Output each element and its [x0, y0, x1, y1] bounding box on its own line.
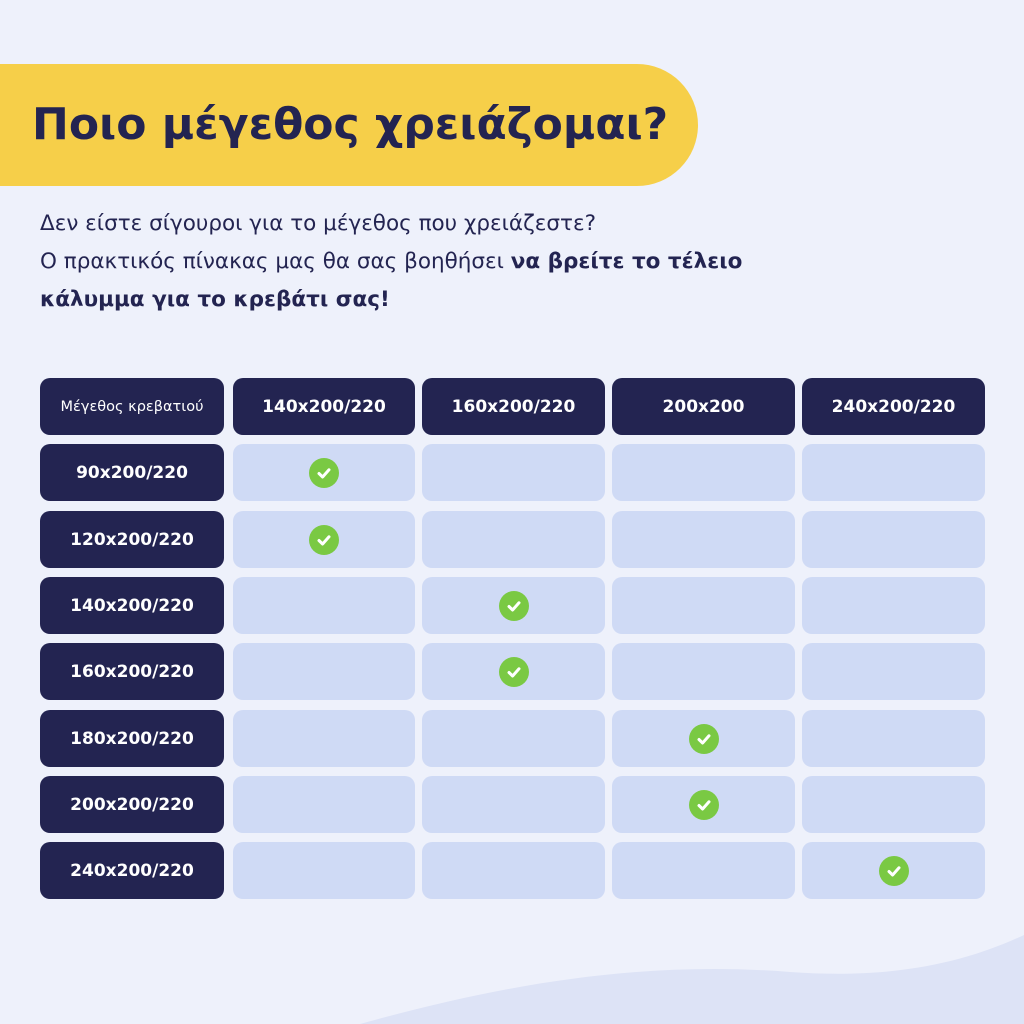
table-cell [233, 511, 415, 568]
table-cell [422, 511, 605, 568]
table-cell [802, 710, 985, 767]
intro-line-2-bold: να βρείτε το τέλειο [510, 249, 743, 274]
intro-line-3 [40, 281, 840, 319]
column-header-label: 200x200 [662, 396, 745, 417]
check-circle-icon [689, 724, 719, 754]
intro-line-2-plain: Ο πρακτικός πίνακας μας θα σας βοηθήσει [40, 249, 511, 274]
row-header [40, 776, 224, 833]
table-cell [612, 511, 795, 568]
row-header [40, 511, 224, 568]
row-header [40, 444, 224, 501]
page-title: Ποιο μέγεθος χρειάζομαι? [32, 99, 669, 150]
row-header-label: 160x200/220 [70, 661, 194, 682]
column-header [422, 378, 605, 435]
row-header-label: 140x200/220 [70, 595, 194, 616]
table-cell [612, 577, 795, 634]
table-cell [233, 842, 415, 899]
table-cell [422, 710, 605, 767]
column-header-label: 140x200/220 [262, 396, 386, 417]
check-circle-icon [309, 525, 339, 555]
table-cell [612, 776, 795, 833]
check-circle-icon [879, 856, 909, 886]
table-cell [802, 444, 985, 501]
table-cell [233, 776, 415, 833]
intro-text [40, 205, 840, 319]
title-banner [0, 64, 698, 186]
table-cell [612, 842, 795, 899]
column-header [612, 378, 795, 435]
table-cell [802, 643, 985, 700]
table-cell [422, 444, 605, 501]
row-header-label: 180x200/220 [70, 728, 194, 749]
check-circle-icon [309, 458, 339, 488]
row-header [40, 577, 224, 634]
column-header-label: 160x200/220 [451, 396, 576, 417]
intro-line-1: Δεν είστε σίγουροι για το μέγεθος που χρειάζεστε? [40, 211, 596, 236]
table-cell [233, 643, 415, 700]
intro-line-3-bold: κάλυμμα για το κρεβάτι σας! [40, 287, 390, 312]
row-header-label: 240x200/220 [70, 860, 194, 881]
column-header [233, 378, 415, 435]
intro-line-2 [40, 243, 840, 281]
table-cell [233, 710, 415, 767]
row-header [40, 842, 224, 899]
column-header [802, 378, 985, 435]
row-header-label: 90x200/220 [76, 462, 188, 483]
table-cell [233, 577, 415, 634]
table-cell [802, 577, 985, 634]
corner-label: Μέγεθος κρεβατιού [60, 398, 204, 415]
table-cell [612, 643, 795, 700]
check-circle-icon [689, 790, 719, 820]
table-cell [233, 444, 415, 501]
table-cell [802, 842, 985, 899]
table-cell [422, 577, 605, 634]
row-header-label: 200x200/220 [70, 794, 194, 815]
row-header [40, 643, 224, 700]
table-cell [612, 710, 795, 767]
check-circle-icon [499, 591, 529, 621]
table-cell [802, 511, 985, 568]
table-cell [422, 776, 605, 833]
table-cell [422, 643, 605, 700]
row-header-label: 120x200/220 [70, 529, 194, 550]
table-cell [802, 776, 985, 833]
header-corner [40, 378, 224, 435]
check-circle-icon [499, 657, 529, 687]
column-header-label: 240x200/220 [831, 396, 956, 417]
table-cell [422, 842, 605, 899]
row-header [40, 710, 224, 767]
table-cell [612, 444, 795, 501]
